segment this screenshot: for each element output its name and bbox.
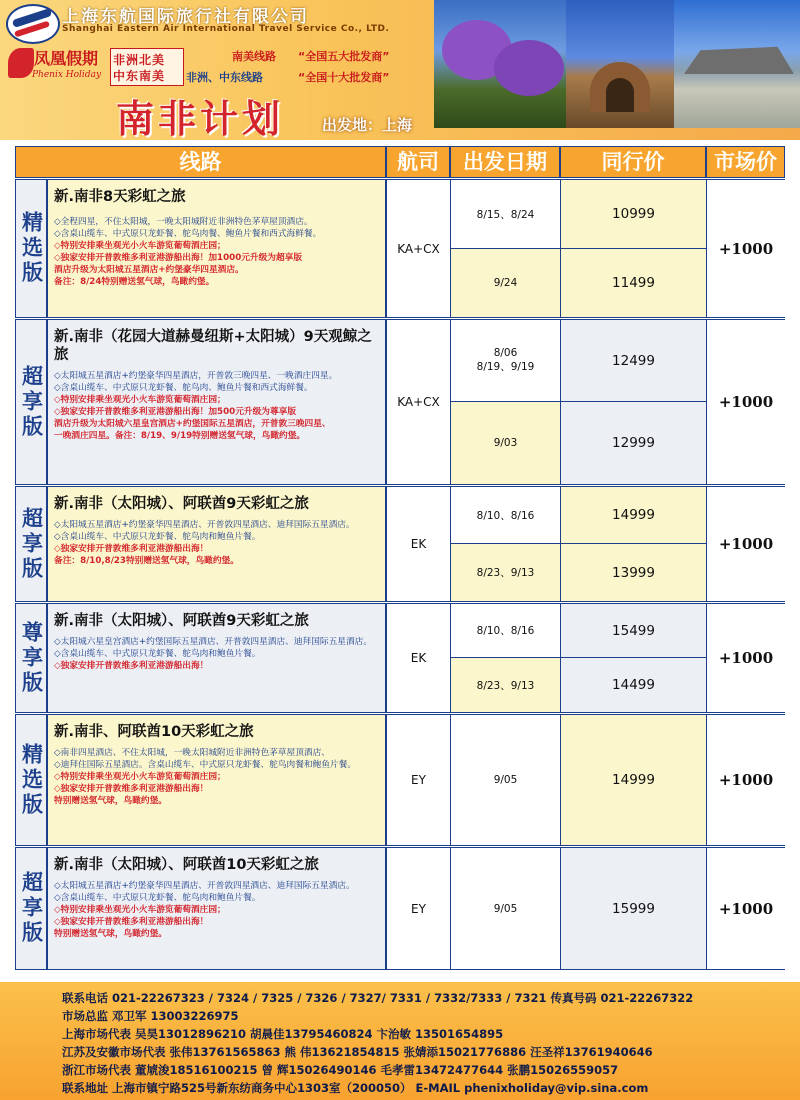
route-detail-line: ◇太阳城五星酒店+约堡豪华四星酒店，开普敦三晚四星、一晚酒庄四星。 — [54, 371, 338, 381]
route-description — [48, 715, 385, 845]
contact-footer — [0, 982, 800, 1100]
trade-price: 11499 — [561, 249, 706, 317]
phoenix-icon — [8, 48, 34, 78]
footer-shanghai-reps: 上海市场代表 吴昊13012896210 胡晨佳13795460824 卞治敏 13501654895 — [62, 1027, 504, 1041]
departure-date: 9/05 — [451, 848, 560, 969]
route-detail-line: ◇特别安排乘坐观光小火车游览葡萄酒庄园； — [54, 905, 226, 915]
trade-price: 15999 — [561, 848, 706, 969]
route-detail-line: ◇太阳城五星酒店+约堡豪华四星酒店、开普敦四星酒店、迪拜国际五星酒店。 — [54, 520, 355, 530]
airline-code: EK — [387, 604, 450, 712]
edition-label: 尊享版 — [16, 604, 46, 712]
route-detail-line: 酒店升级为太阳城五星酒店+约堡豪华四星酒店。 — [54, 265, 244, 275]
route-title: 新.南非（花园大道赫曼纽斯+太阳城）9天观鲸之旅 — [54, 329, 372, 363]
route-detail-line: ◇含桌山缆车、中式原只龙虾餐、鸵鸟肉和鲍鱼片餐。 — [54, 532, 261, 542]
route-title: 新.南非（太阳城）、阿联酋10天彩虹之旅 — [54, 857, 319, 873]
trade-price: 14999 — [561, 715, 706, 845]
departure-date: 9/05 — [451, 715, 560, 845]
trade-price: 14999 — [561, 487, 706, 543]
trade-price: 13999 — [561, 544, 706, 601]
promo-b-label: 非洲、中东线路 — [186, 71, 263, 84]
route-title: 新.南非（太阳城）、阿联酋9天彩虹之旅 — [54, 496, 309, 512]
footer-director-line: 市场总监 邓卫军 13003226975 — [62, 1009, 239, 1023]
route-description — [48, 604, 385, 712]
airline-code: KA+CX — [387, 180, 450, 317]
route-detail-line: 特别赠送氢气球，鸟瞰约堡。 — [54, 929, 167, 939]
footer-zhejiang-reps: 浙江市场代表 董虓浚18516100215 曾 辉15026490146 毛孝雷13472477644 张鹏15026559057 — [62, 1063, 619, 1077]
departure-date: 8/06 8/19、9/19 — [451, 320, 560, 401]
header-market-price: 市场价 — [706, 146, 785, 178]
edition-label: 超享版 — [16, 487, 46, 601]
departure-date: 9/03 — [451, 402, 560, 484]
departure-date: 8/10、8/16 — [451, 604, 560, 657]
region-stamp — [110, 48, 184, 86]
market-price: +1000 — [707, 320, 785, 484]
departure-date: 9/24 — [451, 249, 560, 317]
route-detail-line: ◇特别安排乘坐观光小火车游览葡萄酒庄园； — [54, 241, 226, 251]
route-detail-line: ◇含桌山缆车、中式原只龙虾餐、鸵鸟肉和鲍鱼片餐。 — [54, 893, 261, 903]
footer-jiangsu-reps: 江苏及安徽市场代表 张伟13761565863 熊 伟13621854815 张婧添15021776886 汪圣祥13761940646 — [62, 1045, 653, 1059]
header-banner — [0, 0, 800, 140]
route-description — [48, 180, 385, 317]
route-title: 新.南非、阿联酋10天彩虹之旅 — [54, 724, 254, 740]
departure-date: 8/10、8/16 — [451, 487, 560, 543]
route-detail-line: ◇独家安排开普敦维多利亚港游船出海！ — [54, 661, 209, 671]
company-name-cn: 上海东航国际旅行社有限公司 — [62, 7, 309, 27]
route-detail-line: 一晚酒庄四星。备注：8/19、9/19特别赠送氢气球，鸟瞰约堡。 — [54, 431, 306, 441]
trade-price: 14499 — [561, 658, 706, 712]
route-detail-line: ◇特别安排乘坐观光小火车游览葡萄酒庄园； — [54, 772, 226, 782]
departure-date: 8/23、9/13 — [451, 658, 560, 712]
route-detail-line: ◇独家安排开普敦维多利亚港游船出海！ — [54, 544, 209, 554]
route-detail-line: 备注：8/24特别赠送氢气球，鸟瞰约堡。 — [54, 277, 215, 287]
china-eastern-logo — [6, 4, 60, 44]
route-detail-line: 特别赠送氢气球，鸟瞰约堡。 — [54, 796, 167, 806]
route-detail-line: ◇南非四星酒店、不住太阳城，一晚太阳城附近非洲特色茅草屋顶酒店、 — [54, 748, 330, 758]
route-detail-line: ◇含桌山缆车、中式原只龙虾餐、鸵鸟肉、鲍鱼片餐和西式海鲜餐。 — [54, 383, 313, 393]
edition-label: 精选版 — [16, 715, 46, 845]
airline-code: EY — [387, 848, 450, 969]
header-airline: 航司 — [386, 146, 450, 178]
promo-a-text: “全国五大批发商” — [298, 50, 390, 63]
route-detail-line: 酒店升级为太阳城六星皇宫酒店+约堡国际五星酒店，开普敦三晚四星、 — [54, 419, 331, 429]
route-detail-line: ◇独家安排开普敦维多利亚港游船出海！ — [54, 784, 209, 794]
edition-label: 精选版 — [16, 180, 46, 317]
route-detail-line: ◇全程四星，不住太阳城，一晚太阳城附近非洲特色茅草屋顶酒店。 — [54, 217, 313, 227]
trade-price: 12999 — [561, 402, 706, 484]
header-route: 线路 — [15, 146, 386, 178]
market-price: +1000 — [707, 487, 785, 601]
jacaranda-photo — [434, 0, 566, 128]
footer-address-line: 联系地址 上海市镇宁路525号新东纺商务中心1303室（200050） E-MAIL phenixholiday@vip.sina.com — [62, 1081, 649, 1095]
promo-a-label: 南美线路 — [232, 50, 276, 63]
route-detail-line: ◇独家安排开普敦维多利亚港游船出海！ — [54, 917, 209, 927]
route-description — [48, 320, 385, 484]
route-detail-line: ◇特别安排乘坐观光小火车游览葡萄酒庄园； — [54, 395, 226, 405]
airline-code: KA+CX — [387, 320, 450, 484]
edition-label: 超享版 — [16, 320, 46, 484]
departure-date: 8/23、9/13 — [451, 544, 560, 601]
brand-name-cn: 凤凰假期 — [34, 49, 99, 68]
route-title: 新.南非（太阳城）、阿联酋9天彩虹之旅 — [54, 613, 309, 629]
trade-price: 10999 — [561, 180, 706, 248]
market-price: +1000 — [707, 180, 785, 317]
airline-code: EY — [387, 715, 450, 845]
market-price: +1000 — [707, 715, 785, 845]
airline-code: EK — [387, 487, 450, 601]
trade-price: 15499 — [561, 604, 706, 657]
route-description — [48, 848, 385, 969]
brand-name-en: Phenix Holiday — [32, 70, 102, 80]
route-detail-line: ◇独家安排开普敦维多利亚港游船出海！加500元升级为尊享版 — [54, 407, 297, 417]
phenix-holiday-logo — [8, 44, 108, 86]
trade-price: 12499 — [561, 320, 706, 401]
edition-label: 超享版 — [16, 848, 46, 969]
route-title: 新.南非8天彩虹之旅 — [54, 189, 186, 205]
route-detail-line: ◇独家安排开普敦维多利亚港游船出海！加1000元升级为超享版 — [54, 253, 303, 263]
route-detail-line: 备注：8/10,8/23特别赠送氢气球，鸟瞰约堡。 — [54, 556, 239, 566]
route-detail-line: ◇太阳城五星酒店+约堡豪华四星酒店、开普敦四星酒店、迪拜国际五星酒店。 — [54, 881, 355, 891]
market-price: +1000 — [707, 848, 785, 969]
route-detail-line: ◇迪拜住国际五星酒店。含桌山缆车、中式原只龙虾餐、鸵鸟肉餐和鲍鱼片餐。 — [54, 760, 357, 770]
departure-label: 出发地：上海 — [322, 116, 413, 134]
route-detail-line: ◇太阳城六星皇宫酒店+约堡国际五星酒店、开普敦四星酒店、迪拜国际五星酒店。 — [54, 637, 373, 647]
header-date: 出发日期 — [450, 146, 560, 178]
spacer — [54, 206, 379, 216]
company-name-en: Shanghai Eastern Air International Travel Service Co., LTD. — [62, 24, 390, 34]
departure-date: 8/15、8/24 — [451, 180, 560, 248]
footer-phone-line: 联系电话 021-22267323 / 7324 / 7325 / 7326 / 7327/ 7331 / 7332/7333 / 7321 传真号码 021-22267322 — [62, 991, 694, 1005]
route-description — [48, 487, 385, 601]
header-price: 同行价 — [560, 146, 706, 178]
market-price: +1000 — [707, 604, 785, 712]
route-detail-line: ◇含桌山缆车、中式原只龙虾餐、鸵鸟肉餐、鲍鱼片餐和西式海鲜餐。 — [54, 229, 322, 239]
stamp-line-1: 非洲北美 — [113, 53, 166, 67]
stamp-line-2: 中东南美 — [113, 69, 166, 83]
page-title: 南非计划 — [116, 97, 285, 141]
table-mountain-photo — [674, 0, 800, 128]
sun-city-palace-photo — [566, 0, 674, 128]
promo-b-text: “全国十大批发商” — [298, 71, 390, 84]
route-detail-line: ◇含桌山缆车、中式原只龙虾餐、鸵鸟肉和鲍鱼片餐。 — [54, 649, 261, 659]
